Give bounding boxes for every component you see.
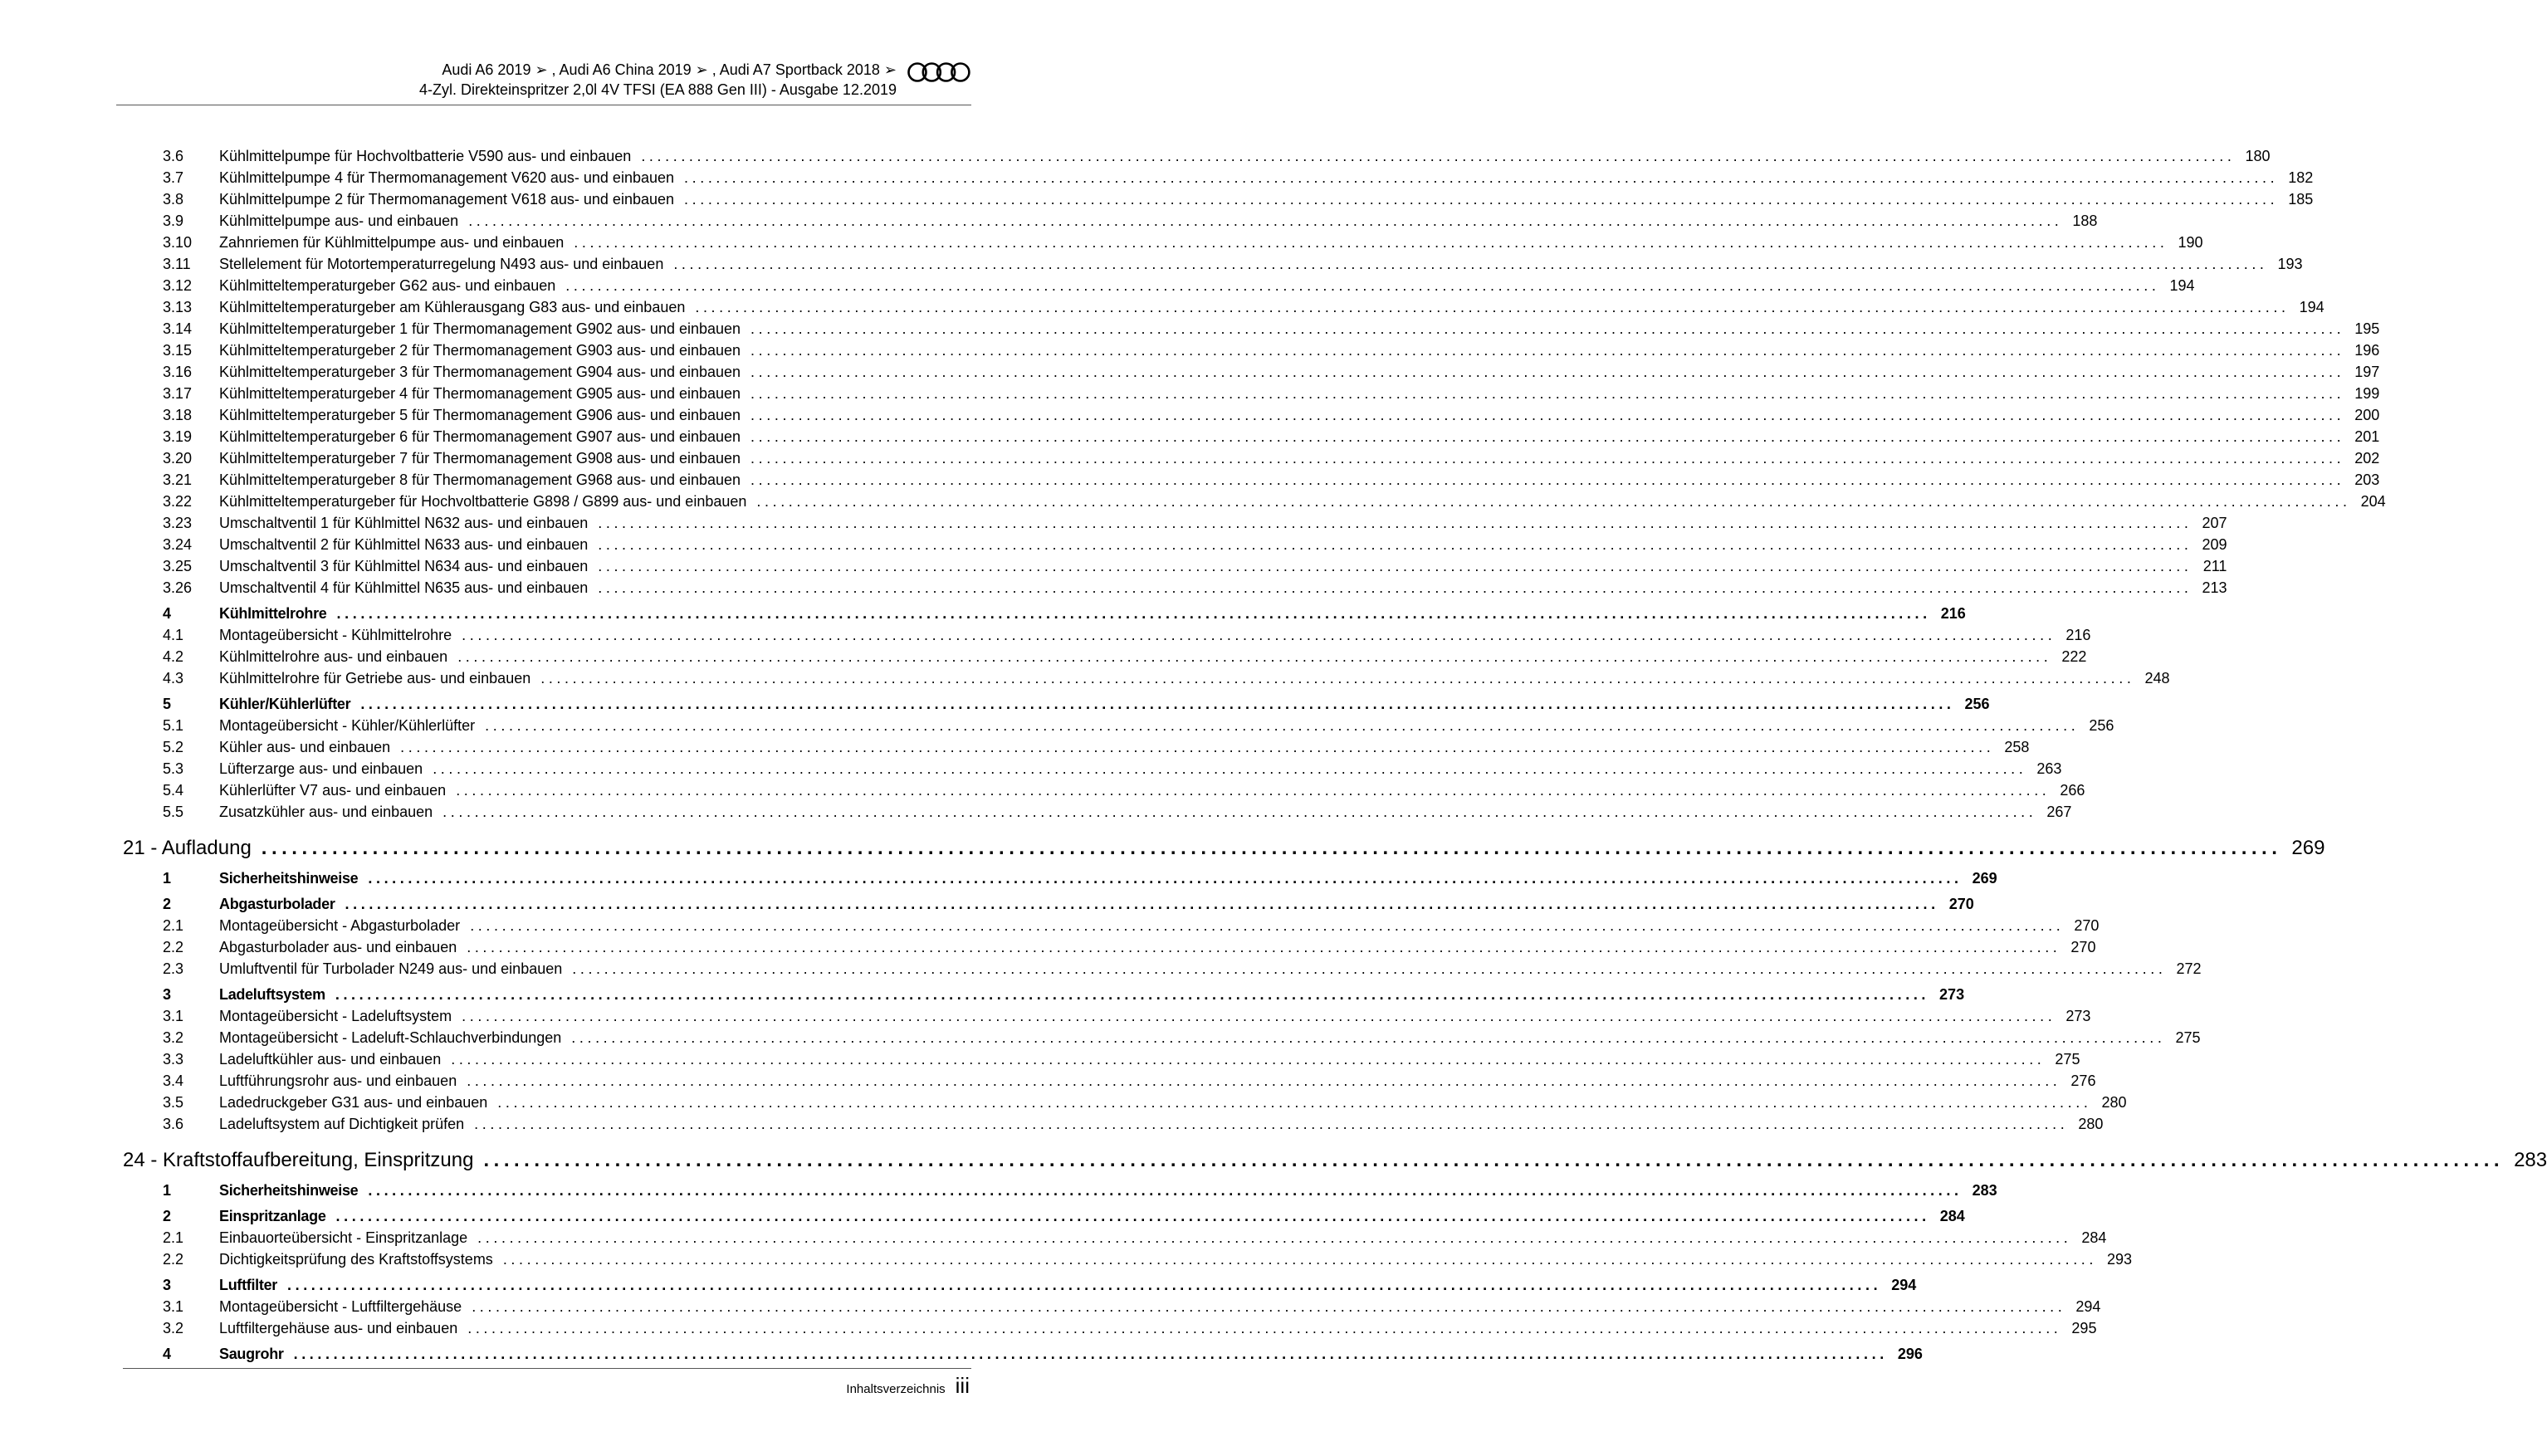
- toc-title: Kühlmitteltemperaturgeber 1 für Thermomanagement G902 aus- und einbauen: [219, 320, 741, 337]
- toc-page-number: 200: [2354, 407, 2380, 423]
- header-engine-line: 4-Zyl. Direkteinspritzer 2,0l 4V TFSI (EA 888 Gen III) - Ausgabe 12.2019: [419, 81, 897, 98]
- toc-item[interactable]: [163, 361, 2380, 383]
- toc-number: 2: [163, 896, 172, 912]
- toc-title: Kühlmittelpumpe 4 für Thermomanagement V620 aus- und einbauen: [219, 169, 675, 186]
- toc-number: 3.3: [163, 1051, 184, 1068]
- toc-page-number: 258: [2004, 739, 2030, 755]
- toc-title: Umschaltventil 1 für Kühlmittel N632 aus- und einbauen: [219, 515, 589, 531]
- toc-number: 3.19: [163, 428, 193, 445]
- dot-leader: ........................................................................................................................................................................................................: [467, 1320, 2062, 1336]
- toc-number: 3.17: [163, 385, 193, 402]
- toc-number: 3.1: [163, 1008, 184, 1024]
- toc-number: 4: [163, 1346, 172, 1362]
- toc-page-number: 269: [1972, 870, 1997, 887]
- toc-title: Kühlmitteltemperaturgeber 7 für Thermomanagement G908 aus- und einbauen: [219, 450, 741, 467]
- toc-title: Einbauorteübersicht - Einspritzanlage: [219, 1229, 468, 1246]
- toc-section[interactable]: [163, 984, 1965, 1005]
- toc-item[interactable]: [163, 512, 2227, 534]
- dot-leader: ........................................................................................................................................................................................................: [400, 739, 1995, 755]
- toc-item[interactable]: [163, 145, 2271, 167]
- dot-leader: ........................................................................................................................................................................................................: [756, 493, 2351, 510]
- dot-leader: ........................................................................................................................................................................................................: [368, 870, 1963, 887]
- toc-number: 3.22: [163, 493, 193, 510]
- toc-page-number: 197: [2354, 364, 2380, 380]
- toc-page-number: 213: [2202, 579, 2227, 596]
- toc-number: 2: [163, 1208, 172, 1224]
- toc-page-number: 194: [2299, 299, 2325, 315]
- dot-leader: ........................................................................................................................................................................................................: [750, 407, 2345, 423]
- toc-page-number: 267: [2046, 804, 2072, 820]
- dot-leader: ........................................................................................................................................................................................................: [335, 986, 1930, 1003]
- dot-leader: ........................................................................................................................................................................................................: [695, 299, 2290, 315]
- toc-number: 3.4: [163, 1072, 184, 1089]
- toc-title: Kühlmitteltemperaturgeber 8 für Thermomanagement G968 aus- und einbauen: [219, 471, 741, 488]
- dot-leader: ........................................................................................................................................................................................................: [750, 450, 2345, 467]
- toc-page-number: 194: [2169, 277, 2195, 294]
- dot-leader: ........................................................................................................................................................................................................: [750, 342, 2345, 359]
- toc-title: Umschaltventil 4 für Kühlmittel N635 aus- und einbauen: [219, 579, 589, 596]
- toc-title: Zusatzkühler aus- und einbauen: [219, 804, 433, 820]
- toc-number: 3.24: [163, 536, 193, 553]
- toc-page-number: 256: [1964, 696, 1990, 712]
- toc-title: Kühlmitteltemperaturgeber am Kühlerausgang G83 aus- und einbauen: [219, 299, 686, 315]
- toc-number: 2.3: [163, 960, 184, 977]
- dot-leader: ........................................................................................................................................................................................................: [574, 234, 2168, 251]
- toc-title: Ladeluftsystem: [219, 986, 325, 1003]
- toc-title: Kühlmittelpumpe 2 für Thermomanagement V618 aus- und einbauen: [219, 191, 675, 208]
- footer-label: Inhaltsverzeichnis: [846, 1382, 946, 1396]
- toc-number: 3.15: [163, 342, 193, 359]
- dot-leader: ........................................................................................................................................................................................................: [477, 1229, 2072, 1246]
- page-header: [116, 60, 971, 105]
- toc-item[interactable]: [163, 275, 2195, 296]
- dot-leader: ........................................................................................................................................................................................................: [483, 1149, 2505, 1171]
- toc-title: Kühlmittelrohre aus- und einbauen: [219, 648, 448, 665]
- dot-leader: ........................................................................................................................................................................................................: [433, 760, 2027, 777]
- toc-number: 3.2: [163, 1029, 184, 1046]
- toc-item[interactable]: [163, 383, 2380, 404]
- toc-item[interactable]: [163, 1296, 2101, 1317]
- dot-leader: ........................................................................................................................................................................................................: [571, 1029, 2166, 1046]
- dot-leader: ........................................................................................................................................................................................................: [293, 1346, 1888, 1362]
- toc-page-number: 195: [2354, 320, 2380, 337]
- dot-leader: ........................................................................................................................................................................................................: [468, 213, 2063, 229]
- toc-number: 1: [163, 870, 172, 887]
- toc-title: Kühlmittelrohre für Getriebe aus- und einbauen: [219, 670, 531, 686]
- toc-page-number: 280: [2078, 1116, 2104, 1132]
- toc-title: Sicherheitshinweise: [219, 870, 359, 887]
- dot-leader: ........................................................................................................................................................................................................: [598, 536, 2193, 553]
- toc-number: 3.9: [163, 213, 184, 229]
- table-of-contents: [123, 145, 2547, 1365]
- dot-leader: ........................................................................................................................................................................................................: [750, 471, 2345, 488]
- dot-leader: ........................................................................................................................................................................................................: [335, 1208, 1930, 1224]
- toc-page-number: 185: [2288, 191, 2314, 208]
- toc-item[interactable]: [163, 1248, 2133, 1270]
- toc-item[interactable]: [163, 801, 2072, 823]
- toc-number: 5.3: [163, 760, 184, 777]
- toc-page-number: 180: [2245, 148, 2271, 164]
- toc-item[interactable]: [163, 555, 2227, 577]
- toc-item[interactable]: [163, 491, 2386, 512]
- toc-title: Kühlmitteltemperaturgeber 3 für Thermomanagement G904 aus- und einbauen: [219, 364, 741, 380]
- toc-number: 2.1: [163, 1229, 184, 1246]
- dot-leader: ........................................................................................................................................................................................................: [345, 896, 1939, 912]
- toc-number: 1: [163, 1182, 172, 1199]
- toc-title: Umschaltventil 2 für Kühlmittel N633 aus- und einbauen: [219, 536, 589, 553]
- toc-title: Sicherheitshinweise: [219, 1182, 359, 1199]
- page-footer: [846, 1373, 970, 1399]
- dot-leader: ........................................................................................................................................................................................................: [467, 1072, 2061, 1089]
- toc-page-number: 270: [1948, 896, 1974, 912]
- dot-leader: ........................................................................................................................................................................................................: [457, 648, 2052, 665]
- dot-leader: ........................................................................................................................................................................................................: [368, 1182, 1963, 1199]
- toc-item[interactable]: [163, 779, 2085, 801]
- toc-title: Montageübersicht - Luftfiltergehäuse: [219, 1298, 462, 1315]
- dot-leader: ........................................................................................................................................................................................................: [462, 1008, 2056, 1024]
- toc-title: Zahnriemen für Kühlmittelpumpe aus- und einbauen: [219, 234, 565, 251]
- toc-title: Ladedruckgeber G31 aus- und einbauen: [219, 1094, 488, 1111]
- toc-item[interactable]: [163, 1048, 2080, 1070]
- dot-leader: ........................................................................................................................................................................................................: [451, 1051, 2046, 1068]
- toc-item[interactable]: [163, 936, 2096, 958]
- dot-leader: ........................................................................................................................................................................................................: [750, 385, 2345, 402]
- toc-number: 4: [163, 605, 172, 622]
- toc-title: Montageübersicht - Kühler/Kühlerlüfter: [219, 717, 476, 734]
- dot-leader: ........................................................................................................................................................................................................: [572, 960, 2167, 977]
- toc-number: 3.10: [163, 234, 193, 251]
- toc-title: Stellelement für Motortemperaturregelung N493 aus- und einbauen: [219, 256, 664, 272]
- toc-page-number: 296: [1897, 1346, 1923, 1362]
- toc-item[interactable]: [163, 646, 2087, 667]
- toc-number: 4.2: [163, 648, 184, 665]
- toc-item[interactable]: [163, 1227, 2107, 1248]
- toc-item[interactable]: [163, 469, 2380, 491]
- toc-title: Luftführungsrohr aus- und einbauen: [219, 1072, 457, 1089]
- toc-section[interactable]: [163, 693, 1990, 715]
- dot-leader: ........................................................................................................................................................................................................: [750, 364, 2345, 380]
- toc-title: Montageübersicht - Ladeluft-Schlauchverbindungen: [219, 1029, 562, 1046]
- toc-page-number: 284: [1939, 1208, 1965, 1224]
- dot-leader: ........................................................................................................................................................................................................: [598, 558, 2193, 574]
- dot-leader: ........................................................................................................................................................................................................: [598, 515, 2193, 531]
- toc-page-number: 276: [2070, 1072, 2096, 1089]
- toc-title: Saugrohr: [219, 1346, 284, 1362]
- toc-item[interactable]: [163, 426, 2380, 447]
- toc-title: Umluftventil für Turbolader N249 aus- und einbauen: [219, 960, 563, 977]
- toc-page-number: 283: [2514, 1149, 2547, 1171]
- toc-page-number: 273: [1939, 986, 1965, 1003]
- toc-chapter[interactable]: [123, 833, 2325, 863]
- toc-page-number: 188: [2072, 213, 2098, 229]
- toc-title: 24 - Kraftstoffaufbereitung, Einspritzung: [123, 1149, 474, 1171]
- dot-leader: ........................................................................................................................................................................................................: [336, 605, 1931, 622]
- toc-number: 3.1: [163, 1298, 184, 1315]
- dot-leader: ........................................................................................................................................................................................................: [442, 804, 2037, 820]
- toc-title: Dichtigkeitsprüfung des Kraftstoffsystems: [219, 1251, 493, 1268]
- toc-number: 3.6: [163, 148, 184, 164]
- dot-leader: ........................................................................................................................................................................................................: [684, 191, 2279, 208]
- toc-page-number: 216: [2065, 627, 2091, 643]
- header-vehicle-line: Audi A6 2019 ➢ , Audi A6 China 2019 ➢ , Audi A7 Sportback 2018 ➢: [442, 61, 897, 78]
- toc-title: Kühlmitteltemperaturgeber G62 aus- und einbauen: [219, 277, 556, 294]
- toc-title: Abgasturbolader: [219, 896, 335, 912]
- toc-page-number: 209: [2202, 536, 2227, 553]
- toc-item[interactable]: [163, 232, 2203, 253]
- toc-title: Einspritzanlage: [219, 1208, 326, 1224]
- toc-page-number: 269: [2291, 837, 2325, 859]
- toc-number: 3.13: [163, 299, 193, 315]
- toc-item[interactable]: [163, 1092, 2127, 1113]
- toc-title: Kühler/Kühlerlüfter: [219, 696, 351, 712]
- toc-page-number: 272: [2176, 960, 2202, 977]
- dot-leader: ........................................................................................................................................................................................................: [540, 670, 2135, 686]
- dot-leader: ........................................................................................................................................................................................................: [467, 939, 2061, 955]
- page-number: iii: [955, 1373, 970, 1398]
- toc-item[interactable]: [163, 715, 2114, 736]
- toc-page-number: 222: [2061, 648, 2087, 665]
- toc-section[interactable]: [163, 603, 1966, 624]
- toc-number: 3.20: [163, 450, 193, 467]
- dot-leader: ........................................................................................................................................................................................................: [598, 579, 2193, 596]
- toc-item[interactable]: [163, 667, 2170, 689]
- toc-number: 3.23: [163, 515, 193, 531]
- toc-item[interactable]: [163, 1317, 2097, 1339]
- toc-item[interactable]: [163, 577, 2227, 599]
- toc-item[interactable]: [163, 340, 2380, 361]
- toc-page-number: 273: [2065, 1008, 2091, 1024]
- toc-number: 2.1: [163, 917, 184, 934]
- toc-number: 5.2: [163, 739, 184, 755]
- toc-section[interactable]: [163, 1205, 1965, 1227]
- toc-title: Kühlmittelpumpe aus- und einbauen: [219, 213, 459, 229]
- toc-title: Ladeluftsystem auf Dichtigkeit prüfen: [219, 1116, 465, 1132]
- header-text: [419, 60, 897, 100]
- toc-page-number: 266: [2060, 782, 2085, 799]
- toc-title: Luftfiltergehäuse aus- und einbauen: [219, 1320, 458, 1336]
- dot-leader: ........................................................................................................................................................................................................: [673, 256, 2268, 272]
- toc-number: 3.11: [163, 256, 191, 272]
- toc-page-number: 201: [2354, 428, 2380, 445]
- dot-leader: ........................................................................................................................................................................................................: [287, 1277, 1882, 1293]
- toc-title: Kühlerlüfter V7 aus- und einbauen: [219, 782, 447, 799]
- toc-item[interactable]: [163, 534, 2227, 555]
- toc-number: 3.21: [163, 471, 193, 488]
- toc-page-number: 196: [2354, 342, 2380, 359]
- toc-number: 5.1: [163, 717, 184, 734]
- toc-page-number: 293: [2107, 1251, 2133, 1268]
- toc-page-number: 284: [2081, 1229, 2107, 1246]
- toc-item[interactable]: [163, 1113, 2104, 1135]
- toc-number: 3.18: [163, 407, 193, 423]
- toc-title: Montageübersicht - Ladeluftsystem: [219, 1008, 452, 1024]
- toc-item[interactable]: [163, 915, 2100, 936]
- toc-page-number: 211: [2202, 558, 2227, 574]
- toc-item[interactable]: [163, 758, 2062, 779]
- toc-title: Kühlmitteltemperaturgeber 5 für Thermomanagement G906 aus- und einbauen: [219, 407, 741, 423]
- toc-number: 3.8: [163, 191, 184, 208]
- dot-leader: ........................................................................................................................................................................................................: [456, 782, 2051, 799]
- toc-title: Montageübersicht - Abgasturbolader: [219, 917, 461, 934]
- toc-number: 3.5: [163, 1094, 184, 1111]
- dot-leader: ........................................................................................................................................................................................................: [641, 148, 2236, 164]
- toc-title: Kühler aus- und einbauen: [219, 739, 391, 755]
- toc-page-number: 204: [2360, 493, 2386, 510]
- toc-item[interactable]: [163, 624, 2091, 646]
- toc-page-number: 270: [2070, 939, 2096, 955]
- toc-page-number: 295: [2071, 1320, 2097, 1336]
- dot-leader: ........................................................................................................................................................................................................: [360, 696, 1955, 712]
- toc-title: Kühlmitteltemperaturgeber 4 für Thermomanagement G905 aus- und einbauen: [219, 385, 741, 402]
- dot-leader: ........................................................................................................................................................................................................: [502, 1251, 2098, 1268]
- toc-title: Kühlmitteltemperaturgeber 2 für Thermomanagement G903 aus- und einbauen: [219, 342, 741, 359]
- toc-item[interactable]: [163, 447, 2380, 469]
- toc-title: Luftfilter: [219, 1277, 277, 1293]
- toc-item[interactable]: [163, 210, 2098, 232]
- toc-number: 4.3: [163, 670, 184, 686]
- toc-title: Kühlmitteltemperaturgeber 6 für Thermomanagement G907 aus- und einbauen: [219, 428, 741, 445]
- toc-page-number: 263: [2036, 760, 2062, 777]
- toc-page-number: 248: [2144, 670, 2170, 686]
- toc-number: 3.14: [163, 320, 193, 337]
- toc-section[interactable]: [163, 867, 1997, 889]
- toc-page-number: 199: [2354, 385, 2380, 402]
- toc-item[interactable]: [163, 958, 2202, 980]
- toc-number: 3.6: [163, 1116, 184, 1132]
- toc-number: 3.7: [163, 169, 184, 186]
- toc-page-number: 190: [2178, 234, 2203, 251]
- toc-chapter[interactable]: [123, 1146, 2547, 1175]
- toc-page-number: 294: [1891, 1277, 1917, 1293]
- toc-page-number: 182: [2288, 169, 2314, 186]
- toc-page-number: 193: [2277, 256, 2303, 272]
- toc-item[interactable]: [163, 296, 2325, 318]
- toc-page-number: 275: [2055, 1051, 2080, 1068]
- toc-item[interactable]: [163, 736, 2030, 758]
- toc-title: 21 - Aufladung: [123, 837, 252, 859]
- toc-page-number: 270: [2074, 917, 2100, 934]
- toc-item[interactable]: [163, 253, 2303, 275]
- footer-divider: [123, 1368, 971, 1369]
- toc-item[interactable]: [163, 318, 2380, 340]
- toc-section[interactable]: [163, 1180, 1997, 1201]
- dot-leader: ........................................................................................................................................................................................................: [462, 627, 2056, 643]
- toc-title: Lüfterzarge aus- und einbauen: [219, 760, 423, 777]
- toc-page-number: 256: [2089, 717, 2114, 734]
- toc-number: 3.26: [163, 579, 193, 596]
- toc-item[interactable]: [163, 188, 2314, 210]
- toc-title: Ladeluftkühler aus- und einbauen: [219, 1051, 442, 1068]
- dot-leader: ........................................................................................................................................................................................................: [750, 428, 2345, 445]
- toc-item[interactable]: [163, 1005, 2091, 1027]
- toc-number: 2.2: [163, 1251, 184, 1268]
- four-rings-icon: [907, 61, 971, 83]
- dot-leader: ........................................................................................................................................................................................................: [261, 837, 2282, 859]
- toc-number: 2.2: [163, 939, 184, 955]
- toc-page-number: 280: [2101, 1094, 2127, 1111]
- dot-leader: ........................................................................................................................................................................................................: [565, 277, 2160, 294]
- toc-title: Abgasturbolader aus- und einbauen: [219, 939, 457, 955]
- toc-number: 3: [163, 986, 172, 1003]
- dot-leader: ........................................................................................................................................................................................................: [485, 717, 2080, 734]
- toc-title: Kühlmitteltemperaturgeber für Hochvoltbatterie G898 / G899 aus- und einbauen: [219, 493, 747, 510]
- toc-item[interactable]: [163, 1027, 2201, 1048]
- toc-item[interactable]: [163, 1070, 2096, 1092]
- toc-page-number: 203: [2354, 471, 2380, 488]
- toc-page-number: 202: [2354, 450, 2380, 467]
- dot-leader: ........................................................................................................................................................................................................: [470, 917, 2065, 934]
- toc-title: Kühlmittelpumpe für Hochvoltbatterie V590 aus- und einbauen: [219, 148, 632, 164]
- toc-number: 3.16: [163, 364, 193, 380]
- toc-page-number: 216: [1940, 605, 1966, 622]
- dot-leader: ........................................................................................................................................................................................................: [474, 1116, 2069, 1132]
- toc-item[interactable]: [163, 404, 2380, 426]
- toc-page-number: 207: [2202, 515, 2227, 531]
- toc-number: 5.4: [163, 782, 184, 799]
- toc-section[interactable]: [163, 1274, 1917, 1296]
- toc-page-number: 283: [1972, 1182, 1997, 1199]
- toc-page-number: 294: [2075, 1298, 2101, 1315]
- toc-number: 3.25: [163, 558, 193, 574]
- dot-leader: ........................................................................................................................................................................................................: [684, 169, 2279, 186]
- toc-number: 5.5: [163, 804, 184, 820]
- dot-leader: ........................................................................................................................................................................................................: [497, 1094, 2092, 1111]
- toc-title: Umschaltventil 3 für Kühlmittel N634 aus- und einbauen: [219, 558, 589, 574]
- toc-item[interactable]: [163, 167, 2314, 188]
- toc-number: 5: [163, 696, 172, 712]
- dot-leader: ........................................................................................................................................................................................................: [750, 320, 2345, 337]
- toc-section[interactable]: [163, 1343, 1923, 1365]
- toc-title: Montageübersicht - Kühlmittelrohre: [219, 627, 452, 643]
- toc-number: 4.1: [163, 627, 184, 643]
- toc-title: Kühlmittelrohre: [219, 605, 327, 622]
- toc-section[interactable]: [163, 893, 1974, 915]
- toc-number: 3.2: [163, 1320, 184, 1336]
- dot-leader: ........................................................................................................................................................................................................: [472, 1298, 2066, 1315]
- toc-number: 3.12: [163, 277, 193, 294]
- toc-page-number: 275: [2175, 1029, 2201, 1046]
- toc-number: 3: [163, 1277, 172, 1293]
